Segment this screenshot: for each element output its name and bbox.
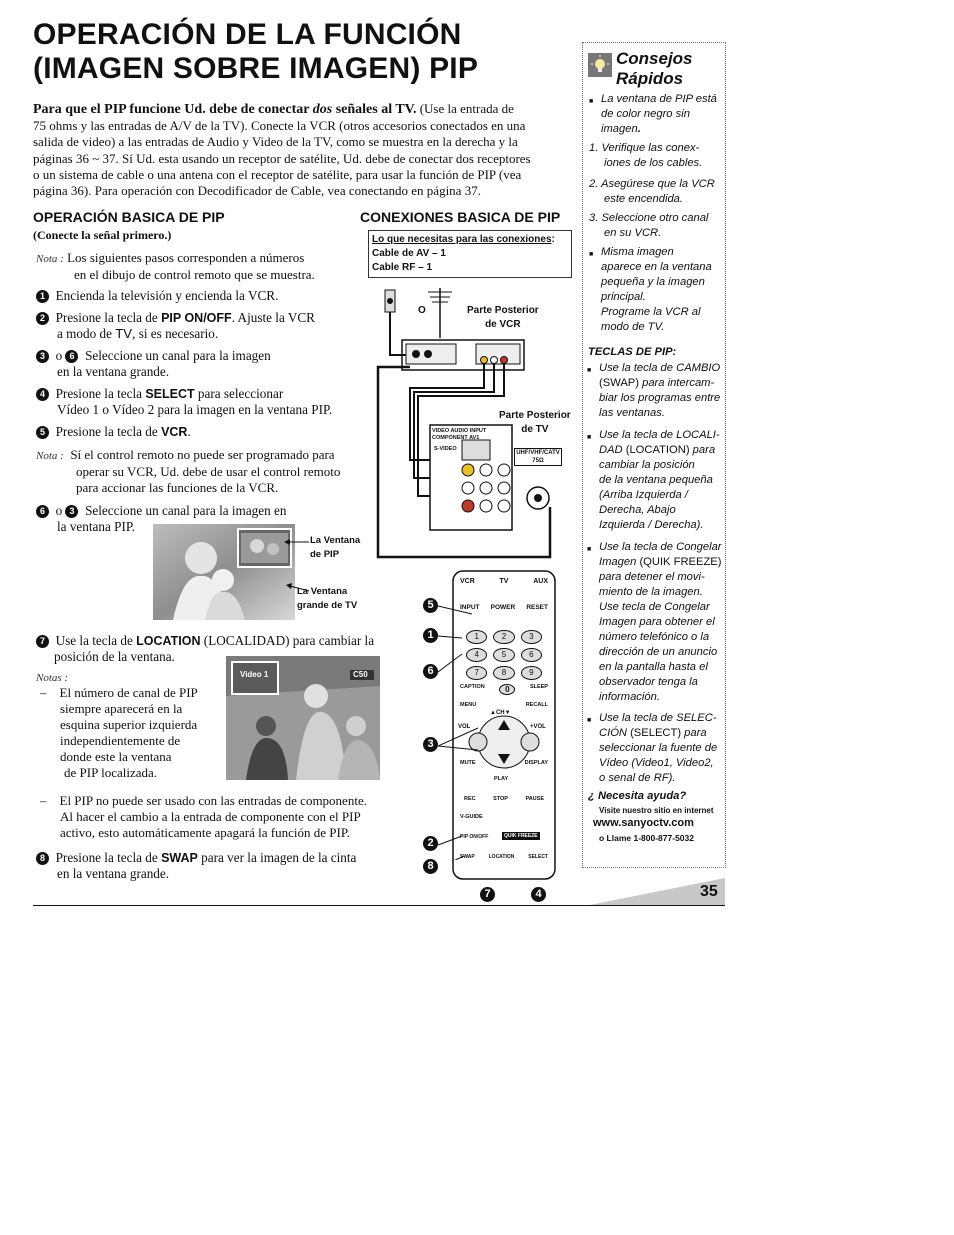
- remote-swap-button[interactable]: SWAP: [460, 854, 475, 860]
- remote-digit-1[interactable]: 1: [466, 630, 487, 644]
- title-line-1: OPERACIÓN DE LA FUNCIÓN: [33, 18, 462, 51]
- step-2: 2 Presione la tecla de PIP ON/OFF. Ajuste la VCR a modo de TV, si es necesario.: [36, 310, 315, 342]
- step-4: 4 Presione la tecla SELECT para seleccionar Vídeo 1 o Vídeo 2 para la imagen en la ventana PIP.: [36, 386, 332, 418]
- notes-label: Notas :: [36, 672, 69, 684]
- step-8: 8 Presione la tecla de SWAP para ver la imagen de la cinta en la ventana grande.: [36, 850, 356, 882]
- step-number-2: 2: [36, 312, 49, 325]
- website-link[interactable]: www.sanyoctv.com: [593, 817, 694, 829]
- phone-number: o Llame 1-800-877-5032: [599, 833, 694, 843]
- remote-mute-button[interactable]: MUTE: [460, 760, 476, 766]
- step-5: 5 Presione la tecla de VCR.: [36, 424, 191, 440]
- step-number-5: 5: [36, 426, 49, 439]
- visit-website-text: Visite nuestro sitio en internet: [599, 806, 714, 815]
- step-number-8: 8: [36, 852, 49, 865]
- marker-2: 2: [423, 836, 438, 851]
- remote-pause-button[interactable]: PAUSE: [525, 796, 544, 802]
- antenna-icon: [428, 288, 452, 318]
- title-line-2: (IMAGEN SOBRE IMAGEN) PIP: [33, 52, 479, 85]
- bottom-rule: [33, 905, 725, 906]
- remote-menu-button[interactable]: MENU: [460, 702, 477, 708]
- remote-input-button[interactable]: INPUT: [460, 604, 480, 611]
- tip-check-list: 1. Verifique las conex- iones de los cables. 2. Asegúrese que la VCR este encendida. 3. Seleccione otro canal en su VCR.: [589, 142, 715, 239]
- remote-pip-button[interactable]: PIP ON/OFF: [460, 834, 489, 840]
- remote-digit-6[interactable]: 6: [521, 648, 542, 662]
- remote-vol-minus-button[interactable]: VOL: [458, 724, 471, 730]
- lightbulb-icon: [588, 53, 612, 77]
- remote-power-button[interactable]: POWER: [490, 604, 516, 611]
- remote-quik-freeze-button[interactable]: QUIK FREEZE: [504, 833, 538, 839]
- step-number-6: 6: [65, 350, 78, 363]
- step-1: 1 Encienda la televisión y encienda la VCR.: [36, 288, 278, 304]
- remote-stop-button[interactable]: STOP: [493, 796, 508, 802]
- marker-8: 8: [423, 859, 438, 874]
- intro-paragraph: Para que el PIP funcione Ud. debe de conectar dos señales al TV. (Use la entrada de 75 ohms y las entradas de A/V de la TV). Conecte la VCR (otros accesorios conectados en una salida de video) a las entradas de Audio y Video de la TV, como se muestra en la derecha y la páginas 36 ~ 37. Sí Ud. esta usando un receptor de satélite, Ud. debe de conectar dos receptores o un sistema de cable o una antena con el receptor de satélite, para usar la función de PIP (vea página 36). Para operación con Decodificador de Cable, vea conectando en página 37.: [33, 101, 531, 199]
- marker-6: 6: [423, 664, 438, 679]
- page-number: 35: [700, 883, 718, 900]
- step-7: 7 Use la tecla de LOCATION (LOCALIDAD) para cambiar la posición de la ventana.: [36, 633, 406, 665]
- remote-digit-9[interactable]: 9: [521, 666, 542, 680]
- remote-recall-button[interactable]: RECALL: [525, 702, 548, 708]
- note-pip-channel: – El número de canal de PIP siempre aparecerá en la esquina superior izquierda independientemente de donde este la ventana de PIP localizada.: [40, 685, 198, 780]
- marker-3: 3: [423, 737, 438, 752]
- remote-aux-button[interactable]: AUX: [533, 578, 548, 585]
- basic-op-subheading: (Conecte la señal primero.): [33, 228, 172, 242]
- tips-title: Consejos Rápidos: [616, 49, 693, 88]
- marker-1: 1: [423, 628, 438, 643]
- help-heading: ¿ Necesita ayuda?: [588, 790, 687, 802]
- step-6: 6 o 3 Seleccione un canal para la imagen en la ventana PIP.: [36, 503, 286, 535]
- remote-digit-0[interactable]: 0: [499, 684, 515, 695]
- remote-play-button[interactable]: PLAY: [494, 776, 509, 782]
- caption-big-window: La Ventana grande de TV: [297, 586, 358, 611]
- remote-location-button[interactable]: LOCATION: [488, 854, 515, 860]
- remote-digit-2[interactable]: 2: [493, 630, 514, 644]
- remote-vol-plus-button[interactable]: +VOL: [530, 724, 546, 730]
- pip-photo-football: [226, 656, 380, 780]
- remote-digit-8[interactable]: 8: [493, 666, 514, 680]
- girls-photo-image: [153, 524, 295, 620]
- marker-7: 7: [480, 887, 495, 902]
- marker-5: 5: [423, 598, 438, 613]
- note-2: Nota : Sí el control remoto no puede ser programado para operar su VCR, Ud. debe de usar el control remoto para accionar las funciones de la VCR.: [36, 447, 341, 495]
- tv-back-label: Parte Posterior de TV: [499, 410, 571, 435]
- tip-quik-freeze: ■ Use la tecla de Congelar Imagen (QUIK FREEZE) para detener el movi- miento de la imagen. Use tecla de Congelar Imagen para obtener el número telefónico o la dirección de un anuncio en la pantalla hasta el observador tenga la información.: [599, 540, 723, 705]
- remote-digit-7[interactable]: 7: [466, 666, 487, 680]
- remote-select-button[interactable]: SELECT: [528, 854, 548, 860]
- note-component: – El PIP no puede ser usado con las entradas de componente. Al hacer el cambio a la entrada de componente con el PIP activo, esto automáticamente apagará la función de PIP.: [40, 793, 367, 840]
- remote-vguide-button[interactable]: V-GUIDE: [460, 814, 483, 820]
- basic-op-heading: OPERACIÓN BASICA DE PIP: [33, 209, 225, 225]
- svideo-label: S-VIDEO: [434, 446, 457, 452]
- remote-digit-5[interactable]: 5: [493, 648, 514, 662]
- remote-reset-button[interactable]: RESET: [526, 604, 548, 611]
- tip-black-window: ■ La ventana de PIP está de color negro sin imagen.: [601, 92, 721, 137]
- tip-select: ■ Use la tecla de SELEC- CIÓN (SELECT) para seleccionar la fuente de Vídeo (Video1, Video2, o senal de RF).: [599, 711, 723, 786]
- marker-4: 4: [531, 887, 546, 902]
- step-number-6b: 6: [36, 505, 49, 518]
- page-title: [33, 18, 478, 86]
- connections-heading: CONEXIONES BASICA DE PIP: [360, 209, 561, 225]
- remote-channel-button[interactable]: ▲CH▼: [490, 710, 511, 716]
- tip-same-image: ■ Misma imagen aparece en la ventana pequeña y la imagen principal. Programe la VCR al modo de TV.: [601, 245, 721, 335]
- remote-sleep-button[interactable]: SLEEP: [529, 684, 548, 690]
- remote-pointer-lines: [438, 600, 488, 860]
- step-number-3b: 3: [65, 505, 78, 518]
- tip-location: ■ Use la tecla de LOCALI- DAD (LOCATION) para cambiar la posición de la ventana pequeña (Arriba Izquierda / Derecha, Abajo Izquierda / Derecha).: [599, 428, 723, 533]
- remote-rec-button[interactable]: REC: [464, 796, 476, 802]
- pip-keys-heading: TECLAS DE PIP:: [588, 346, 677, 358]
- step-number-4: 4: [36, 388, 49, 401]
- remote-display-button[interactable]: DISPLAY: [524, 760, 548, 766]
- caption-pip-window: La Ventana de PIP: [310, 535, 361, 560]
- remote-digit-3[interactable]: 3: [521, 630, 542, 644]
- tip-swap: ■ Use la tecla de CAMBIO (SWAP) para intercam- biar los programas entre las ventanas.: [599, 361, 723, 421]
- step-number-1: 1: [36, 290, 49, 303]
- rf-input-label: UHF/VHF/CATV 75Ω: [514, 448, 562, 466]
- step-number-7: 7: [36, 635, 49, 648]
- pip-video-label: Video 1: [240, 670, 269, 679]
- step-number-3: 3: [36, 350, 49, 363]
- pip-channel-label: C50: [353, 670, 368, 679]
- tips-sidebar: [582, 42, 726, 868]
- remote-tv-button[interactable]: TV: [499, 578, 509, 585]
- or-label: O: [418, 305, 426, 316]
- vcr-back-label: Parte Posterior de VCR: [467, 305, 539, 330]
- needs-box: Lo que necesitas para las conexiones: Cable de AV – 1 Cable RF – 1: [368, 230, 572, 278]
- pip-photo-girls: [153, 524, 295, 620]
- step-3: 3 o 6 Seleccione un canal para la imagen en la ventana grande.: [36, 348, 271, 380]
- note-1: Nota : Los siguientes pasos corresponden a números en el dibujo de control remoto que se muestra.: [36, 250, 315, 282]
- remote-vcr-button[interactable]: VCR: [460, 578, 475, 585]
- remote-digit-4[interactable]: 4: [466, 648, 487, 662]
- tv-panel-label: VIDEO AUDIO INPUT COMPONENT AV1: [432, 428, 487, 441]
- remote-caption-button[interactable]: CAPTION: [460, 684, 485, 690]
